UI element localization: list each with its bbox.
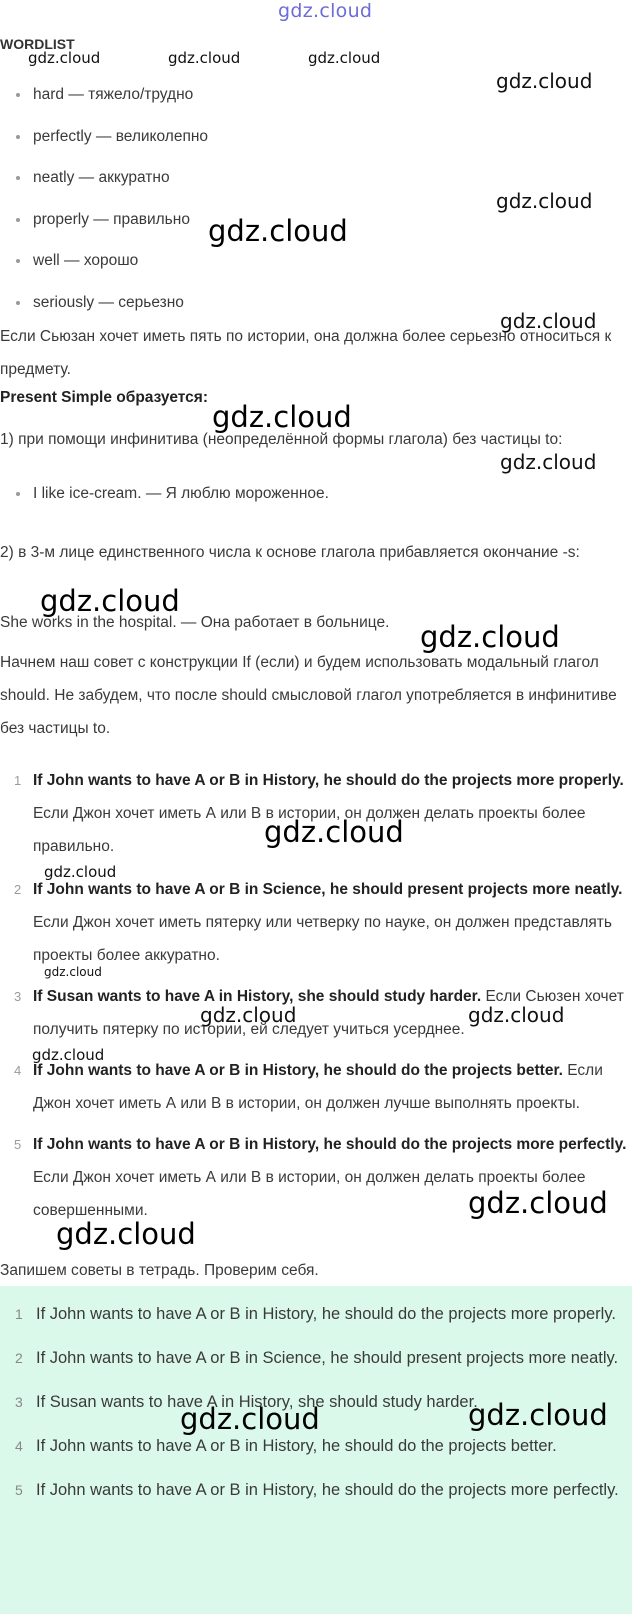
- item-number: 1: [15, 1306, 23, 1322]
- watermark: gdz.cloud: [420, 620, 560, 654]
- advice-english: If Susan wants to have A in History, she should study harder.: [33, 988, 482, 1005]
- advice-russian: Если Джон хочет иметь А или В в истории, он должен делать проекты более совершенными.: [33, 1169, 586, 1219]
- wordlist: [0, 84, 208, 333]
- example-item: I like ice-cream. — Я люблю мороженное.: [0, 483, 329, 525]
- notebook-line: Запишем советы в тетрадь. Проверим себя.: [0, 1262, 319, 1279]
- watermark: gdz.cloud: [44, 965, 102, 979]
- advice-intro: Начнем наш совет с конструкции If (если) и будем использовать модальный глагол should. Не забудем, что после should смысловой глагол употребляется в инфинитиве без частицы to.: [0, 654, 617, 737]
- watermark: gdz.cloud: [500, 450, 597, 474]
- answer-text: If John wants to have A or B in Science, he should present projects more neatly.: [36, 1349, 619, 1367]
- watermark: gdz.cloud: [308, 49, 381, 67]
- item-number: 5: [15, 1482, 23, 1498]
- wordlist-item: seriously — серьезно: [0, 292, 208, 334]
- watermark: gdz.cloud: [212, 400, 352, 434]
- watermark: gdz.cloud: [496, 69, 593, 93]
- item-number: 4: [15, 1438, 23, 1454]
- watermark: gdz.cloud: [200, 1003, 297, 1027]
- wordlist-item: well — хорошо: [0, 250, 208, 292]
- item-number: 1: [14, 773, 22, 788]
- advice-english: If John wants to have A or B in History, he should do the projects more properly.: [33, 772, 624, 789]
- answer-list: [0, 1286, 632, 1508]
- watermark: gdz.cloud: [44, 863, 117, 881]
- example-2: She works in the hospital. — Она работает в больнице.: [0, 614, 390, 631]
- watermark: gdz.cloud: [40, 584, 180, 618]
- advice-english: If John wants to have A or B in Science, he should present projects more neatly.: [33, 881, 623, 898]
- advice-russian: Если Джон хочет иметь А или В в истории, он должен лучше выполнять проекты.: [33, 1062, 603, 1112]
- answer-item: [0, 1340, 632, 1376]
- advice-russian: Если Джон хочет иметь А или В в истории, он должен делать проекты более правильно.: [33, 805, 586, 855]
- item-number: 3: [14, 989, 22, 1004]
- example-list-1: [0, 483, 329, 525]
- wordlist-title: WORDLIST: [0, 36, 75, 52]
- item-number: 3: [15, 1394, 23, 1410]
- advice-english: If John wants to have A or B in History, he should do the projects more perfectly.: [33, 1136, 627, 1153]
- advice-russian: Если Джон хочет иметь пятерку или четверку по науке, он должен представлять проекты более аккуратно.: [33, 914, 612, 964]
- item-number: 4: [14, 1063, 22, 1078]
- advice-english: If John wants to have A or B in History, he should do the projects better.: [33, 1062, 563, 1079]
- wordlist-item: hard — тяжело/трудно: [0, 84, 208, 126]
- rule-1: 1) при помощи инфинитива (неопределённой формы глагола) без частицы to:: [0, 431, 563, 448]
- watermark: gdz.cloud: [468, 1398, 608, 1432]
- watermark: gdz.cloud: [264, 815, 404, 849]
- watermark: gdz.cloud: [168, 49, 241, 67]
- answer-box: [0, 1286, 632, 1614]
- wordlist-item: perfectly — великолепно: [0, 126, 208, 168]
- watermark: gdz.cloud: [180, 1402, 320, 1436]
- answer-item: [0, 1472, 632, 1508]
- rule-2: 2) в 3-м лице единственного числа к основе глагола прибавляется окончание -s:: [0, 544, 580, 561]
- present-simple-heading: Present Simple образуется:: [0, 389, 208, 406]
- watermark: gdz.cloud: [500, 309, 597, 333]
- item-number: 5: [14, 1137, 22, 1152]
- answer-text: If John wants to have A or B in History, he should do the projects more perfectly.: [36, 1481, 619, 1499]
- answer-text: If John wants to have A or B in History, he should do the projects better.: [36, 1437, 557, 1455]
- item-number: 2: [14, 882, 22, 897]
- watermark: gdz.cloud: [56, 1217, 196, 1251]
- watermark: gdz.cloud: [208, 214, 348, 248]
- watermark: gdz.cloud: [28, 49, 101, 67]
- watermark: gdz.cloud: [468, 1186, 608, 1220]
- advice-item: [0, 873, 632, 972]
- susan-paragraph: Если Сьюзан хочет иметь пять по истории, она должна более серьезно относиться к предмету.: [0, 328, 612, 378]
- wordlist-item: properly — правильно: [0, 209, 208, 251]
- answer-item: [0, 1296, 632, 1332]
- watermark: gdz.cloud: [468, 1003, 565, 1027]
- item-number: 2: [15, 1350, 23, 1366]
- watermark: gdz.cloud: [32, 1046, 105, 1064]
- answer-text: If Susan wants to have A in History, she should study harder.: [36, 1393, 478, 1411]
- watermark: gdz.cloud: [496, 189, 593, 213]
- answer-text: If John wants to have A or B in History, he should do the projects more properly.: [36, 1305, 616, 1323]
- site-logo[interactable]: gdz.cloud: [278, 0, 373, 22]
- wordlist-item: neatly — аккуратно: [0, 167, 208, 209]
- advice-russian: Если Сьюзен хочет получить пятерку по истории, ей следует учиться усерднее.: [33, 988, 624, 1038]
